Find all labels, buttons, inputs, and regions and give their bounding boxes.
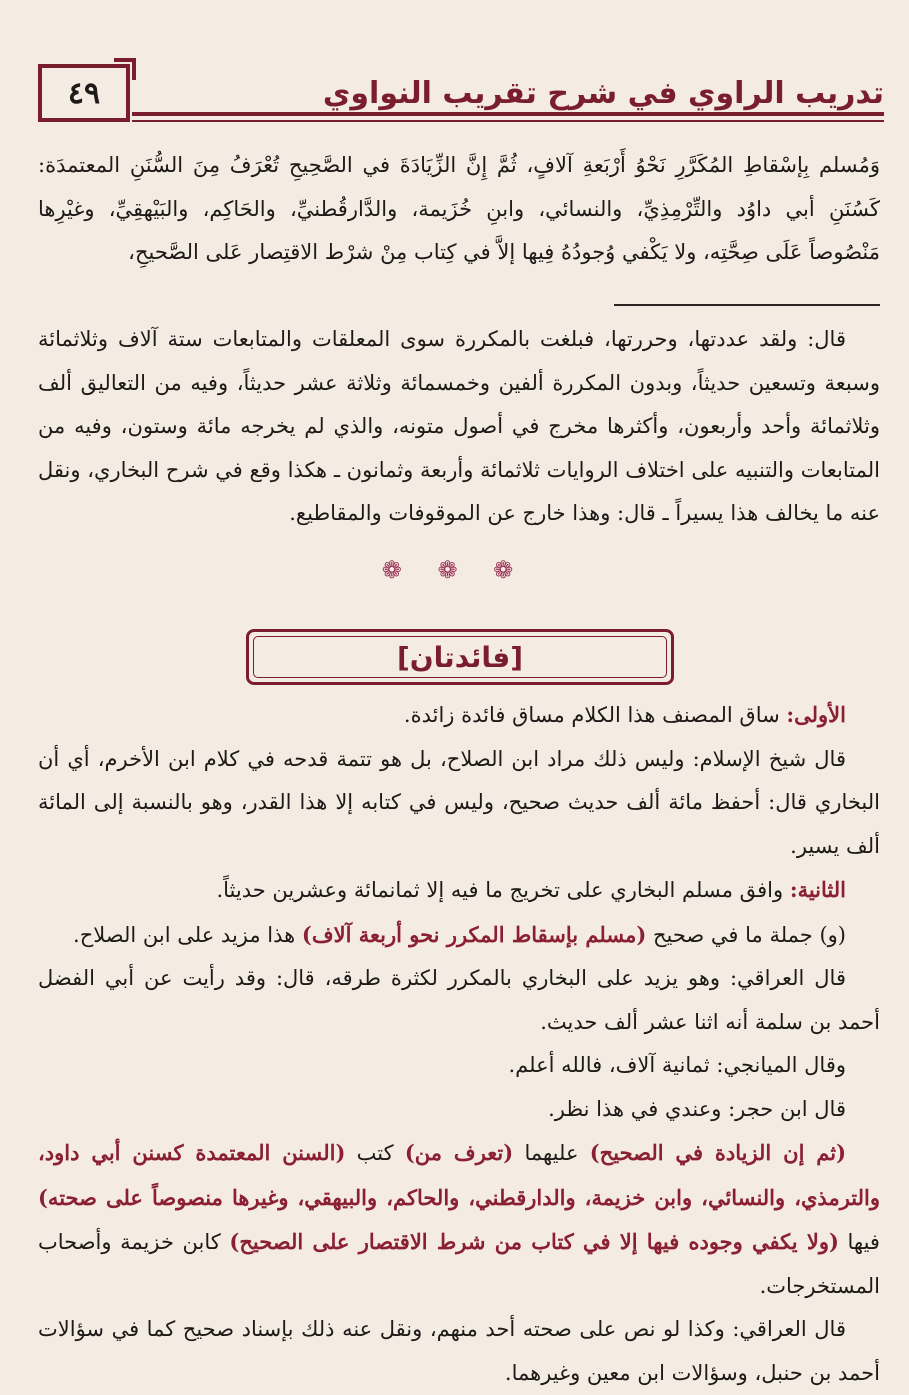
paragraph-iraqi-2: قال العراقي: وكذا لو نص على صحته أحد منهم، ونقل عنه ذلك بإسناد صحيح كما في سؤالات أحمد بن حنبل، وسؤالات ابن معين وغيرهما.: [38, 1317, 880, 1385]
text-span: كابن خزيمة وأصحاب المستخرجات.: [38, 1230, 880, 1298]
footnote: [38, 318, 880, 536]
paragraph-ibn-hajar: قال ابن حجر: وعندي في هذا نظر.: [548, 1096, 846, 1121]
matn-quote: (ثم إن الزيادة في الصحيح): [589, 1140, 847, 1165]
running-title: تدريب الراوي في شرح تقريب النواوي: [322, 76, 884, 111]
second-benefit-label: الثانية:: [789, 877, 846, 902]
section-title-box: [246, 629, 674, 685]
text-span: فيها: [838, 1230, 880, 1254]
page-number-box: [38, 64, 130, 122]
paragraph-first-benefit: [38, 693, 880, 738]
page-header: [38, 62, 884, 132]
header-rule-thick: [132, 112, 884, 116]
matn-quote: (السنن المعتمدة كسنن أبي داود، والترمذي، والنسائي، وابن خزيمة، والدارقطني، والحاكم، والبيهقي، وغيرها منصوصاً على صحته): [38, 1140, 880, 1210]
main-text: [38, 144, 880, 275]
paragraph-shaykh-al-islam: قال شيخ الإسلام: وليس ذلك مراد ابن الصلاح، بل هو تتمة قدحه في كلام ابن الأخرم، أي أن البخاري قال: أحفظ مائة ألف حديث صحيح، وليس في كتابه إلا هذا القدر، وهو بالنسبة إلى المائة ألف يسير.: [38, 746, 880, 858]
footnote-separator: [614, 304, 880, 306]
page-number: ٤٩: [67, 75, 101, 111]
footnote-paragraph: قال: ولقد عددتها، وحررتها، فبلغت بالمكررة سوى المعلقات والمتابعات ستة آلاف وثلاثمائة وسبعة وتسعين حديثاً، وبدون المكررة ألفين وخمسمائة وثلاثة عشر حديثاً، وفيه من التعاليق ألف وثلاثمائة وأحد وأربعون، وأكثرها مخرج في أصول متونه، والذي لم يخرجه مائة وستون، وفيه من المتابعات والتنبيه على اختلاف الروايات ثلاثمائة وأربعة وثمانون ـ هكذا وقع في شرح البخاري، ونقل عنه ما يخالف هذا يسيراً ـ قال: وهذا خارج عن الموقوفات والمقاطيع.: [38, 327, 880, 525]
paragraph-second-benefit: [38, 868, 880, 913]
paragraph-muslim-count: [38, 913, 880, 958]
first-benefit-text: ساق المصنف هذا الكلام مساق فائدة زائدة.: [403, 703, 787, 727]
main-text-paragraph: وَمُسلم بِإسْقاطِ المُكَرَّرِ نَحْوُ أَرْبَعةِ آلافٍ، ثُمَّ إِنَّ الزِّيَادَةَ في الصَّحِيحِ تُعْرَفُ مِنَ السُّنَنِ المعتمدَة: كَسُنَنِ أبي داوُد والتِّرْمِذِيِّ، والنسائي، وابنِ خُزَيمة، والدَّارقُطنيِّ، والحَاكِم، والبَيْهقِيِّ، وغيْرِها مَنْصُوصاً عَلَى صِحَّتِه، ولا يَكْفي وُجودُهُ فِيها إلاَّ في كِتاب مِنْ شرْط الاقتِصار عَلى الصَّحيحِ،: [38, 153, 880, 264]
text-span: (و) جملة ما في صحيح: [646, 922, 846, 947]
paragraph-mayanaji: وقال الميانجي: ثمانية آلاف، فالله أعلم.: [508, 1053, 846, 1077]
matn-quote: (ولا يكفي وجوده فيها إلا في كتاب من شرط الاقتصار على الصحيح): [229, 1229, 839, 1254]
commentary-body: [38, 693, 880, 1395]
second-benefit-text: وافق مسلم البخاري على تخريج ما فيه إلا ثمانمائة وعشرين حديثاً.: [216, 878, 790, 902]
page-number-corner-ornament: [114, 58, 136, 80]
paragraph-iraqi-1: قال العراقي: وهو يزيد على البخاري بالمكرر لكثرة طرقه، قال: وقد رأيت عن أبي الفضل أحمد بن سلمة أنه اثنا عشر ألف حديث.: [38, 966, 880, 1034]
first-benefit-label: الأولى:: [786, 702, 846, 727]
text-span: كتب: [345, 1141, 405, 1165]
section-title: [فائدتان]: [396, 640, 524, 674]
header-rule-thin: [132, 120, 884, 122]
matn-quote: (تعرف من): [404, 1140, 514, 1165]
paragraph-sunan: [38, 1131, 880, 1308]
text-span: عليهما: [513, 1141, 590, 1165]
flower-divider: ❁ ❁ ❁: [381, 556, 528, 584]
matn-quote: (مسلم بإسقاط المكرر نحو أربعة آلاف): [301, 921, 647, 947]
text-span: هذا مزيد على ابن الصلاح.: [73, 922, 302, 947]
